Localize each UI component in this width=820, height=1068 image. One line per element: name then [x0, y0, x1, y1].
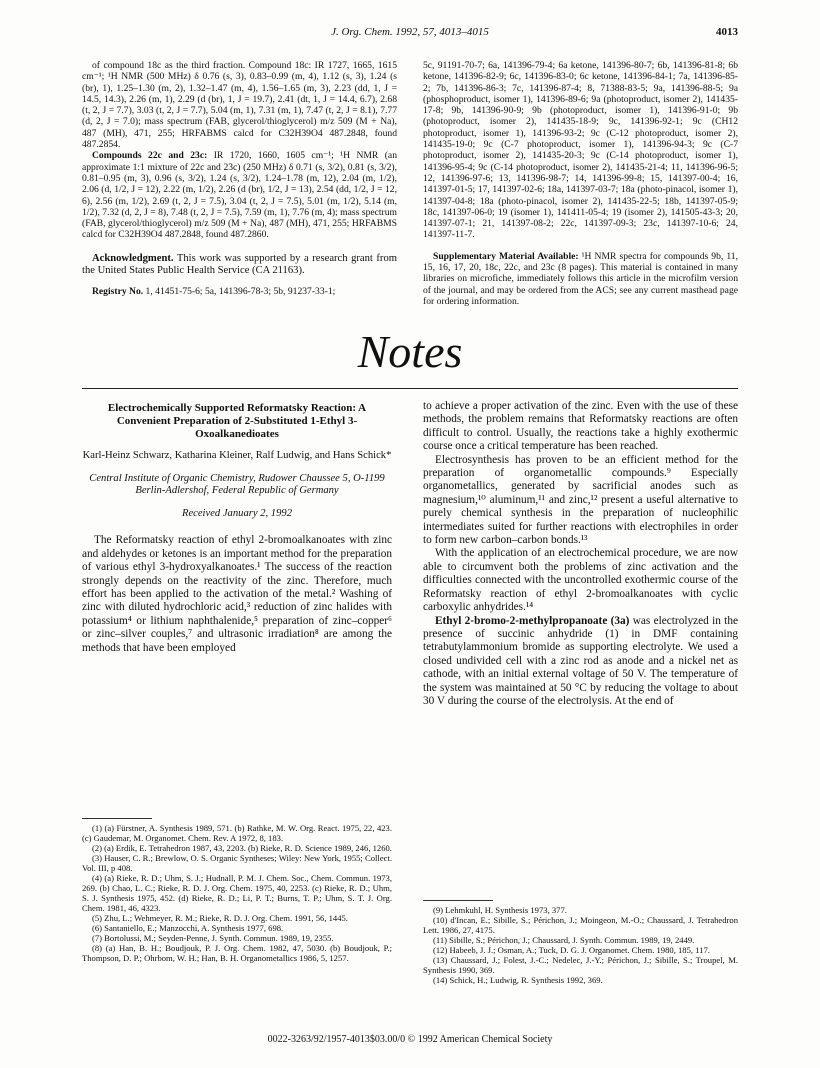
- footnote-7: (7) Bortolussi, M.; Seyden-Penne, J. Synth. Commun. 1989, 19, 2355.: [92, 933, 334, 943]
- footnotes-right: [423, 900, 738, 985]
- footnote-rule-right: [423, 900, 493, 901]
- compound-3a-name: Ethyl 2-bromo-2-methylpropanoate (3a): [435, 614, 630, 627]
- article-authors: Karl-Heinz Schwarz, Katharina Kleiner, Ralf Ludwig, and Hans Schick*: [82, 450, 392, 461]
- footnote-1: (1) (a) Fürstner, A. Synthesis 1989, 571. (b) Rathke, M. W. Org. React. 1975, 22, 423. (c) Gaudemar, M. Organomet. Chem. Rev. A 1972, 8, 183.: [82, 823, 392, 843]
- footnote-6: (6) Santaniello, E.; Manzocchi, A. Synthesis 1977, 698.: [92, 923, 284, 933]
- supplementary-material: [423, 251, 738, 307]
- notes-section-title: Notes: [357, 326, 463, 377]
- compounds-22c-23c-text: IR 1720, 1660, 1605 cm⁻¹; ¹H NMR (an approximate 1:1 mixture of 22c and 23c) (250 MHz) δ 0.71 (s, 3/2), 0.81 (s, 3/2), 0.81–0.95 (m, 3), 0.96 (s, 3/2), 1.24 (s, 3/2), 1.24–1.78 (m, 12), 2.04 (m, 1/2), 2.06 (d, 1/2, J = 12), 2.22 (m, 1/2), 2.26 (d (br), 1/2, J = 13), 2.54 (dd, 1/2, J = 12, 6), 2.56 (m, 1/2), 2.69 (t, 2, J = 7.5), 3.04 (t, 2, J = 7.5), 5.01 (m, 1/2), 5.14 (m, 1/2), 7.32 (d, 2, J = 8), 7.48 (t, 2, J = 7.5), 7.59 (m, 1), 7.76 (m, 4); mass spectrum (FAB, glycerol/thioglycerol) m/z 509 (M + Na), 487 (MH), 471, 255; HRFABMS calcd for C32H39O4 487.2848, found 487.2860.: [82, 150, 397, 241]
- body-paragraph-1: to achieve a proper activation of the zinc. Even with the use of these methods, the problem remains that Reformatsky reactions are often difficult to control. Usually, the reactions take a highly exothermic course once a critical temperature has been reached.: [423, 400, 738, 453]
- running-header: [82, 26, 738, 42]
- registry-continued: 5c, 91191-70-7; 6a, 141396-79-4; 6a ketone, 141396-80-7; 6b, 141396-81-8; 6b ketone, 141396-82-9; 6c, 141396-83-0; 6c ketone, 141396-84-1; 7a, 141396-85-2; 7b, 141396-86-3; 7c, 141396-87-4; 8, 71388-83-5; 9a, 141396-88-5; 9a (phosphoproduct, isomer 1), 141396-89-6; 9a (photoproduct, isomer 2), 141435-17-8; 9b, 141396-90-9; 9b (photoproduct, isomer 1), 141396-91-0; 9b (photoproduct, isomer 2), 141435-18-9; 9c, 141396-92-1; 9c (CH12 photoproduct, isomer 1), 141396-93-2; 9c (C-12 photoproduct, isomer 2), 141435-19-0; 9c (C-7 photoproduct, isomer 1), 141396-94-3; 9c (C-7 photoproduct, isomer 2), 141435-20-3; 9c (C-14 photoproduct, isomer 1), 141396-95-4; 9c (C-14 photoproduct, isomer 2), 141435-21-4; 11, 141396-96-5; 12, 141396-97-6; 13, 141396-98-7; 14, 141396-99-8; 15, 141397-00-4; 16, 141397-01-5; 17, 141397-02-6; 18a, 141397-03-7; 18a (photo-pinacol, isomer 1), 141397-04-8; 18a (photo-pinacol, isomer 2), 141435-22-5; 18b, 141397-05-9; 18c, 141397-06-0; 19 (isomer 1), 141411-05-4; 19 (isomer 2), 141505-43-3; 20, 141397-07-1; 21, 141397-08-2; 22c, 141397-09-3; 23c, 141397-10-6; 24, 141397-11-7.: [423, 60, 738, 241]
- body-paragraph-4: [423, 615, 738, 709]
- article-affiliation: Central Institute of Organic Chemistry, Rudower Chaussee 5, O-1199 Berlin-Adlershof, Federal Republic of Germany: [89, 472, 385, 497]
- footnote-rule: [82, 818, 152, 819]
- compounds-22c-23c-data: [82, 150, 397, 240]
- supplementary-label: Supplementary Material Available:: [433, 250, 579, 262]
- compound-18c-data: of compound 18c as the third fraction. Compound 18c: IR 1727, 1665, 1615 cm⁻¹; ¹H NMR (500 MHz) δ 0.76 (s, 3), 0.83–0.99 (m, 4), 1.12 (s, 3), 1.24 (s (br), 1), 1.25–1.30 (m, 2), 1.32–1.47 (m, 4), 1.56–1.65 (m, 3), 2.23 (dd, 1, J = 14.5, 14.3), 2.26 (m, 1), 2.29 (d (br), 1, J = 19.7), 2.41 (dt, 1, J = 14.4, 6.7), 2.68 (t, 2, J = 7.7), 3.03 (t, 2, J = 7.7), 5.04 (m, 1), 7.31 (m, 1), 7.47 (t, 2, J = 8.1), 7.77 (d, 2, J = 7.0); mass spectrum (FAB, glycerol/thioglycerol) m/z 509 (M + Na), 487 (MH), 471, 255; HRFABMS calcd for C32H39O4 487.2848, found 487.2854.: [82, 60, 397, 151]
- acknowledgment: [82, 253, 397, 278]
- footnote-8: (8) (a) Han, B. H.; Boudjouk, P. J. Org. Chem. 1982, 47, 5030. (b) Boudjouk, P.; Thompson, D. P.; Ohrbom, W. H.; Han, B. H. Organometallics 1986, 5, 1257.: [82, 943, 392, 963]
- registry-numbers: [82, 286, 397, 297]
- article-left-column: [82, 402, 392, 655]
- compounds-22c-23c-label: Compounds 22c and 23c:: [92, 150, 208, 162]
- body-paragraph-3: With the application of an electrochemical procedure, we are now able to circumvent both the problems of zinc activation and the difficulties connected with the uncontrolled exothermic course of the Reformatsky reaction of ethyl 2-bromoalkanoates with cyclic carboxylic anhydrides.¹⁴: [423, 547, 738, 614]
- footnote-13: (13) Chaussard, J.; Folest, J.-C.; Nedelec, J.-Y.; Périchon, J.; Sibille, S.; Troupel, M. Synthesis 1990, 369.: [423, 955, 738, 975]
- supplementary-text: ¹H NMR spectra for compounds 9b, 11, 15, 16, 17, 20, 18c, 22c, and 23c (8 pages). This material is contained in many libraries on microfiche, immediately follows this article in the microfilm version of the journal, and may be ordered from the ACS; see any current masthead page for ordering information.: [423, 250, 739, 307]
- footnote-10: (10) d'Incan, E.; Sibille, S.; Périchon, J.; Moingeon, M.-O.; Chaussard, J. Tetrahedron Lett. 1986, 27, 4175.: [423, 915, 738, 935]
- footnote-12: (12) Habeeb, J. J.; Osman, A.; Tuck, D. G. J. Organomet. Chem. 1980, 185, 117.: [433, 945, 710, 955]
- article-intro: [82, 534, 392, 655]
- received-date: Received January 2, 1992: [181, 507, 292, 519]
- copyright-footer: 0022-3263/92/1957-4013$03.00/0 © 1992 American Chemical Society: [267, 1034, 553, 1045]
- footnote-4: (4) (a) Rieke, R. D.; Uhm, S. J.; Hudnall, P. M. J. Chem. Soc., Chem. Commun. 1973, 269. (b) Chao, L. C.; Rieke, R. D. J. Org. Chem. 1975, 40, 2253. (c) Rieke, R. D.; Uhm, S. J. Synthesis 1975, 452. (d) Rieke, R. D.; Li, P. T.; Burns, T. P.; Uhm, S. T. J. Org. Chem. 1981, 46, 4323.: [82, 873, 392, 913]
- footnote-9: (9) Lehmkuhl, H. Synthesis 1973, 377.: [433, 905, 567, 915]
- intro-paragraph: The Reformatsky reaction of ethyl 2-bromoalkanoates with zinc and aldehydes or ketones is an important method for the preparation of various ethyl 3-hydroxyalkanoates.¹ The success of the reaction strongly depends on the reactivity of the zinc. Therefore, much effort has been applied to the activation of the metal.² Washing of zinc with diluted hydrochloric acid,³ reduction of zinc halides with potassium⁴ or lithium naphthalenide,⁵ preparation of zinc–copper⁶ or zinc–silver couples,⁷ and ultrasonic irradiation⁸ are among the methods that have been employed: [82, 534, 392, 654]
- page-number: 4013: [716, 26, 738, 38]
- acknowledgment-text: This work was supported by a research grant from the United States Public Health Service (CA 21163).: [82, 252, 397, 277]
- acknowledgment-label: Acknowledgment.: [92, 252, 174, 264]
- body-paragraph-2: Electrosynthesis has proven to be an efficient method for the preparation of organometallic compounds.⁹ Especially organometallics, generated by sacrificial anodes such as magnesium,¹⁰ aluminum,¹¹ and zinc,¹² present a useful alternative to purely chemical synthesis in the preparation of nucleophilic intermediates suited for further reactions with electrophiles in order to form new carbon–carbon bonds.¹³: [423, 453, 738, 547]
- prev-article-right-column: [423, 60, 738, 307]
- footnote-5: (5) Zhu, L.; Wehmeyer, R. M.; Rieke, R. D. J. Org. Chem. 1991, 56, 1445.: [92, 913, 348, 923]
- article-right-column: [423, 400, 738, 708]
- prev-article-left-column: [82, 60, 397, 297]
- body-paragraph-4-text: was electrolyzed in the presence of succinic anhydride (1) in DMF containing tetrabutylammonium bromide as supporting electrolyte. We used a closed undivided cell with a zinc rod as anode and a nickel net as cathode, with an initial external voltage of 50 V. The temperature of the system was maintained at 50 °C by reducing the voltage to about 30 V during the course of the electrolysis. At the end of: [423, 614, 738, 707]
- footnotes-left: [82, 818, 392, 963]
- journal-citation: J. Org. Chem. 1992, 57, 4013–4015: [331, 26, 489, 38]
- section-divider: [82, 388, 738, 389]
- article-title: Electrochemically Supported Reformatsky Reaction: A Convenient Preparation of 2-Substituted 1-Ethyl 3-Oxoalkanedioates: [107, 402, 367, 440]
- registry-text: 1, 41451-75-6; 5a, 141396-78-3; 5b, 91237-33-1;: [143, 285, 336, 297]
- footnote-14: (14) Schick, H.; Ludwig, R. Synthesis 1992, 369.: [433, 975, 603, 985]
- footnote-2: (2) (a) Erdik, E. Tetrahedron 1987, 43, 2203. (b) Rieke, R. D. Science 1989, 246, 1260.: [92, 843, 392, 853]
- footnote-11: (11) Sibille, S.; Périchon, J.; Chaussard, J. Synth. Commun. 1989, 19, 2449.: [433, 935, 695, 945]
- registry-label: Registry No.: [92, 285, 144, 297]
- footnote-3: (3) Hauser, C. R.; Brewlow, O. S. Organic Syntheses; Wiley: New York, 1955; Collect. Vol. III, p 408.: [82, 853, 392, 873]
